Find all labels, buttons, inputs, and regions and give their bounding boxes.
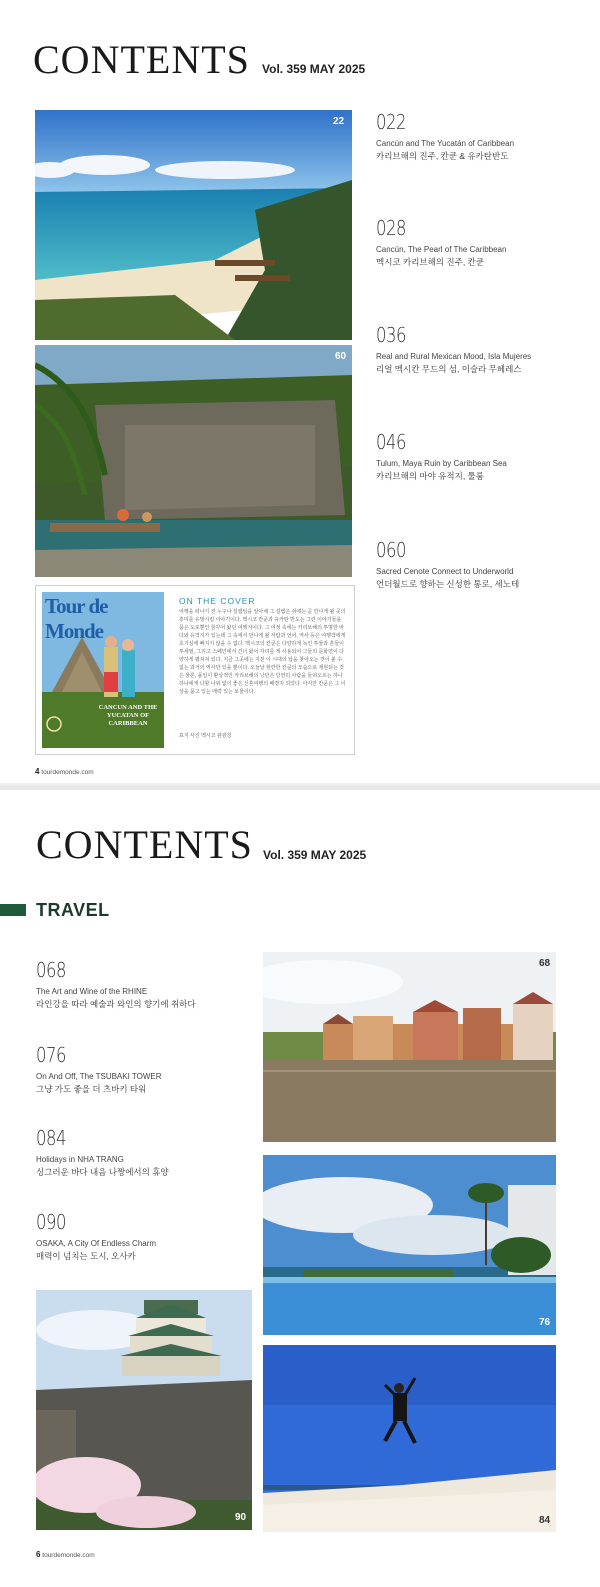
- folio-site: tourdemonde.com: [42, 1552, 95, 1559]
- toc-entry[interactable]: [376, 112, 514, 162]
- folio-page-number: 6: [36, 1550, 41, 1559]
- toc-entry[interactable]: [376, 540, 519, 590]
- toc-page-number: 068: [36, 958, 67, 982]
- page-number-badge: 22: [333, 116, 345, 127]
- toc-entry[interactable]: [36, 960, 196, 1010]
- page-number-badge: 76: [539, 1317, 551, 1328]
- toc-title-ko: 그냥 가도 좋을 더 츠바키 타워: [36, 1084, 147, 1094]
- toc-page-number: 076: [36, 1043, 67, 1067]
- toc-title-en: Tulum, Maya Ruin by Caribbean Sea: [376, 459, 507, 468]
- toc-title-en: On And Off, The TSUBAKI TOWER: [36, 1072, 162, 1081]
- volume-label: Vol. 359 MAY 2025: [262, 62, 366, 76]
- section-title: TRAVEL: [36, 900, 110, 920]
- toc-title-ko: 카리브해의 마야 유적지, 툴룸: [376, 471, 484, 481]
- infinity-pool-photo: [263, 1155, 556, 1335]
- toc-page-number: 084: [36, 1126, 67, 1150]
- toc-page-number: 036: [376, 323, 407, 347]
- toc-title-ko: 싱그러운 바다 내음 나짱에서의 휴양: [36, 1167, 169, 1177]
- toc-entry[interactable]: [376, 325, 531, 375]
- toc-title-en: Real and Rural Mexican Mood, Isla Mujeres: [376, 352, 532, 361]
- page-number-badge: 90: [235, 1512, 247, 1523]
- toc-title-ko: 언더월드로 향하는 신성한 통로, 세노테: [376, 579, 520, 589]
- on-the-cover-box: [35, 585, 355, 755]
- toc-title-en: OSAKA, A City Of Endless Charm: [36, 1239, 157, 1248]
- on-the-cover-heading: ON THE COVER: [179, 596, 256, 606]
- toc-title-en: The Art and Wine of the RHINE: [36, 987, 148, 996]
- magazine-logo: Tour de Monde: [45, 594, 108, 643]
- magazine-cover-title: CANCUN AND THE YUCATAN OF CARIBBEAN: [98, 704, 158, 727]
- osaka-castle-photo: [36, 1290, 252, 1530]
- toc-title-ko: 멕시코 카리브해의 진주, 칸쿤: [376, 257, 484, 267]
- toc-entry[interactable]: [36, 1045, 162, 1095]
- toc-title-ko: 매력이 넘치는 도시, 오사카: [36, 1251, 136, 1261]
- toc-page-number: 046: [376, 430, 407, 454]
- toc-entry[interactable]: [376, 218, 506, 268]
- toc-title-en: Sacred Cenote Connect to Underworld: [376, 567, 514, 576]
- page-number-badge: 84: [539, 1515, 551, 1526]
- rhine-photo: [263, 952, 556, 1142]
- folio-page-number: 4: [35, 767, 40, 776]
- folio-site: tourdemonde.com: [41, 769, 94, 776]
- toc-page-number: 060: [376, 538, 407, 562]
- toc-page-number: 028: [376, 216, 407, 240]
- toc-entry[interactable]: [36, 1128, 169, 1178]
- page-folio: [36, 1550, 95, 1559]
- page-number-badge: 68: [539, 958, 551, 969]
- page-title: CONTENTS: [33, 37, 250, 82]
- toc-title-en: Holidays in NHA TRANG: [36, 1155, 124, 1164]
- toc-title-ko: 카리브해의 진주, 칸쿤 & 유카탄반도: [376, 151, 509, 161]
- toc-entry[interactable]: [36, 1212, 156, 1262]
- beach-photo: [35, 110, 352, 340]
- on-the-cover-text: 여행을 떠나기 전 누구나 설렘임을 알아채 그 설렘은 쉬에는 곧 만나게 될 곳의 흥미를 유발시킬 이야기이다. 멕시코 칸쿤과 유카탄 반도는 그런 이야기들을 품은 도로뿐인 꿈꾸어 왔던 여행지이다. 그 여정 속에는 카리브해의 투명한 바다와 유적지가 있는데 그 속에서 만나게 될 사람과 언어, 역사 등은 여행객에게 호기심에 빠지지 않을 수 없다. 멕시코의 칸쿤은 다양하게 녹인 투물과 흔들이 투세필, 그리고 스페인에서 건너 왔어 자리를 게 사용되어 그들의 문화면이 다양하게 펼쳐져 있다. 지금 그곳에는 지친 이 시대의 답을 찾아오는 것이 볼 수 없는 과거의 역사만 있을 뿐이다. 오늘날 현란한 칸쿤의 모습으로 재현되는 것은 물론, 몰일이 환상적인 카리브해의 낭만은 당연히 사람을 들떠오르는 하나하나에게 다할 나위 없이 좋은 신혼여행의 배경지 되었다. 아지만 칸쿤은 그 이상을 품고 있는 매력 있는 보물이다.: [179, 609, 346, 695]
- toc-page-number: 022: [376, 110, 407, 134]
- page-folio: [35, 767, 94, 776]
- toc-title-en: Cancún, The Pearl of The Caribbean: [376, 245, 507, 254]
- toc-entry[interactable]: [376, 432, 507, 482]
- toc-title-ko: 리얼 멕시칸 무드의 섬, 이슬라 무헤레스: [376, 364, 522, 374]
- desert-jump-photo: [263, 1345, 556, 1532]
- magazine-cover-image: [42, 592, 164, 748]
- page-title: CONTENTS: [36, 822, 253, 867]
- volume-label: Vol. 359 MAY 2025: [263, 848, 367, 862]
- toc-page-number: 090: [36, 1210, 67, 1234]
- page-number-badge: 60: [335, 351, 347, 362]
- toc-title-en: Cancún and The Yucatán of Caribbean: [376, 139, 515, 148]
- toc-title-ko: 라인강을 따라 예술과 와인의 향기에 취하다: [36, 999, 196, 1009]
- contents-page-2: [0, 790, 600, 1587]
- cover-photo-credit: 표지 사진 멕시코 관광청: [179, 733, 232, 739]
- section-marker: [0, 904, 26, 916]
- contents-page-1: [0, 0, 600, 785]
- cenote-photo: [35, 345, 352, 577]
